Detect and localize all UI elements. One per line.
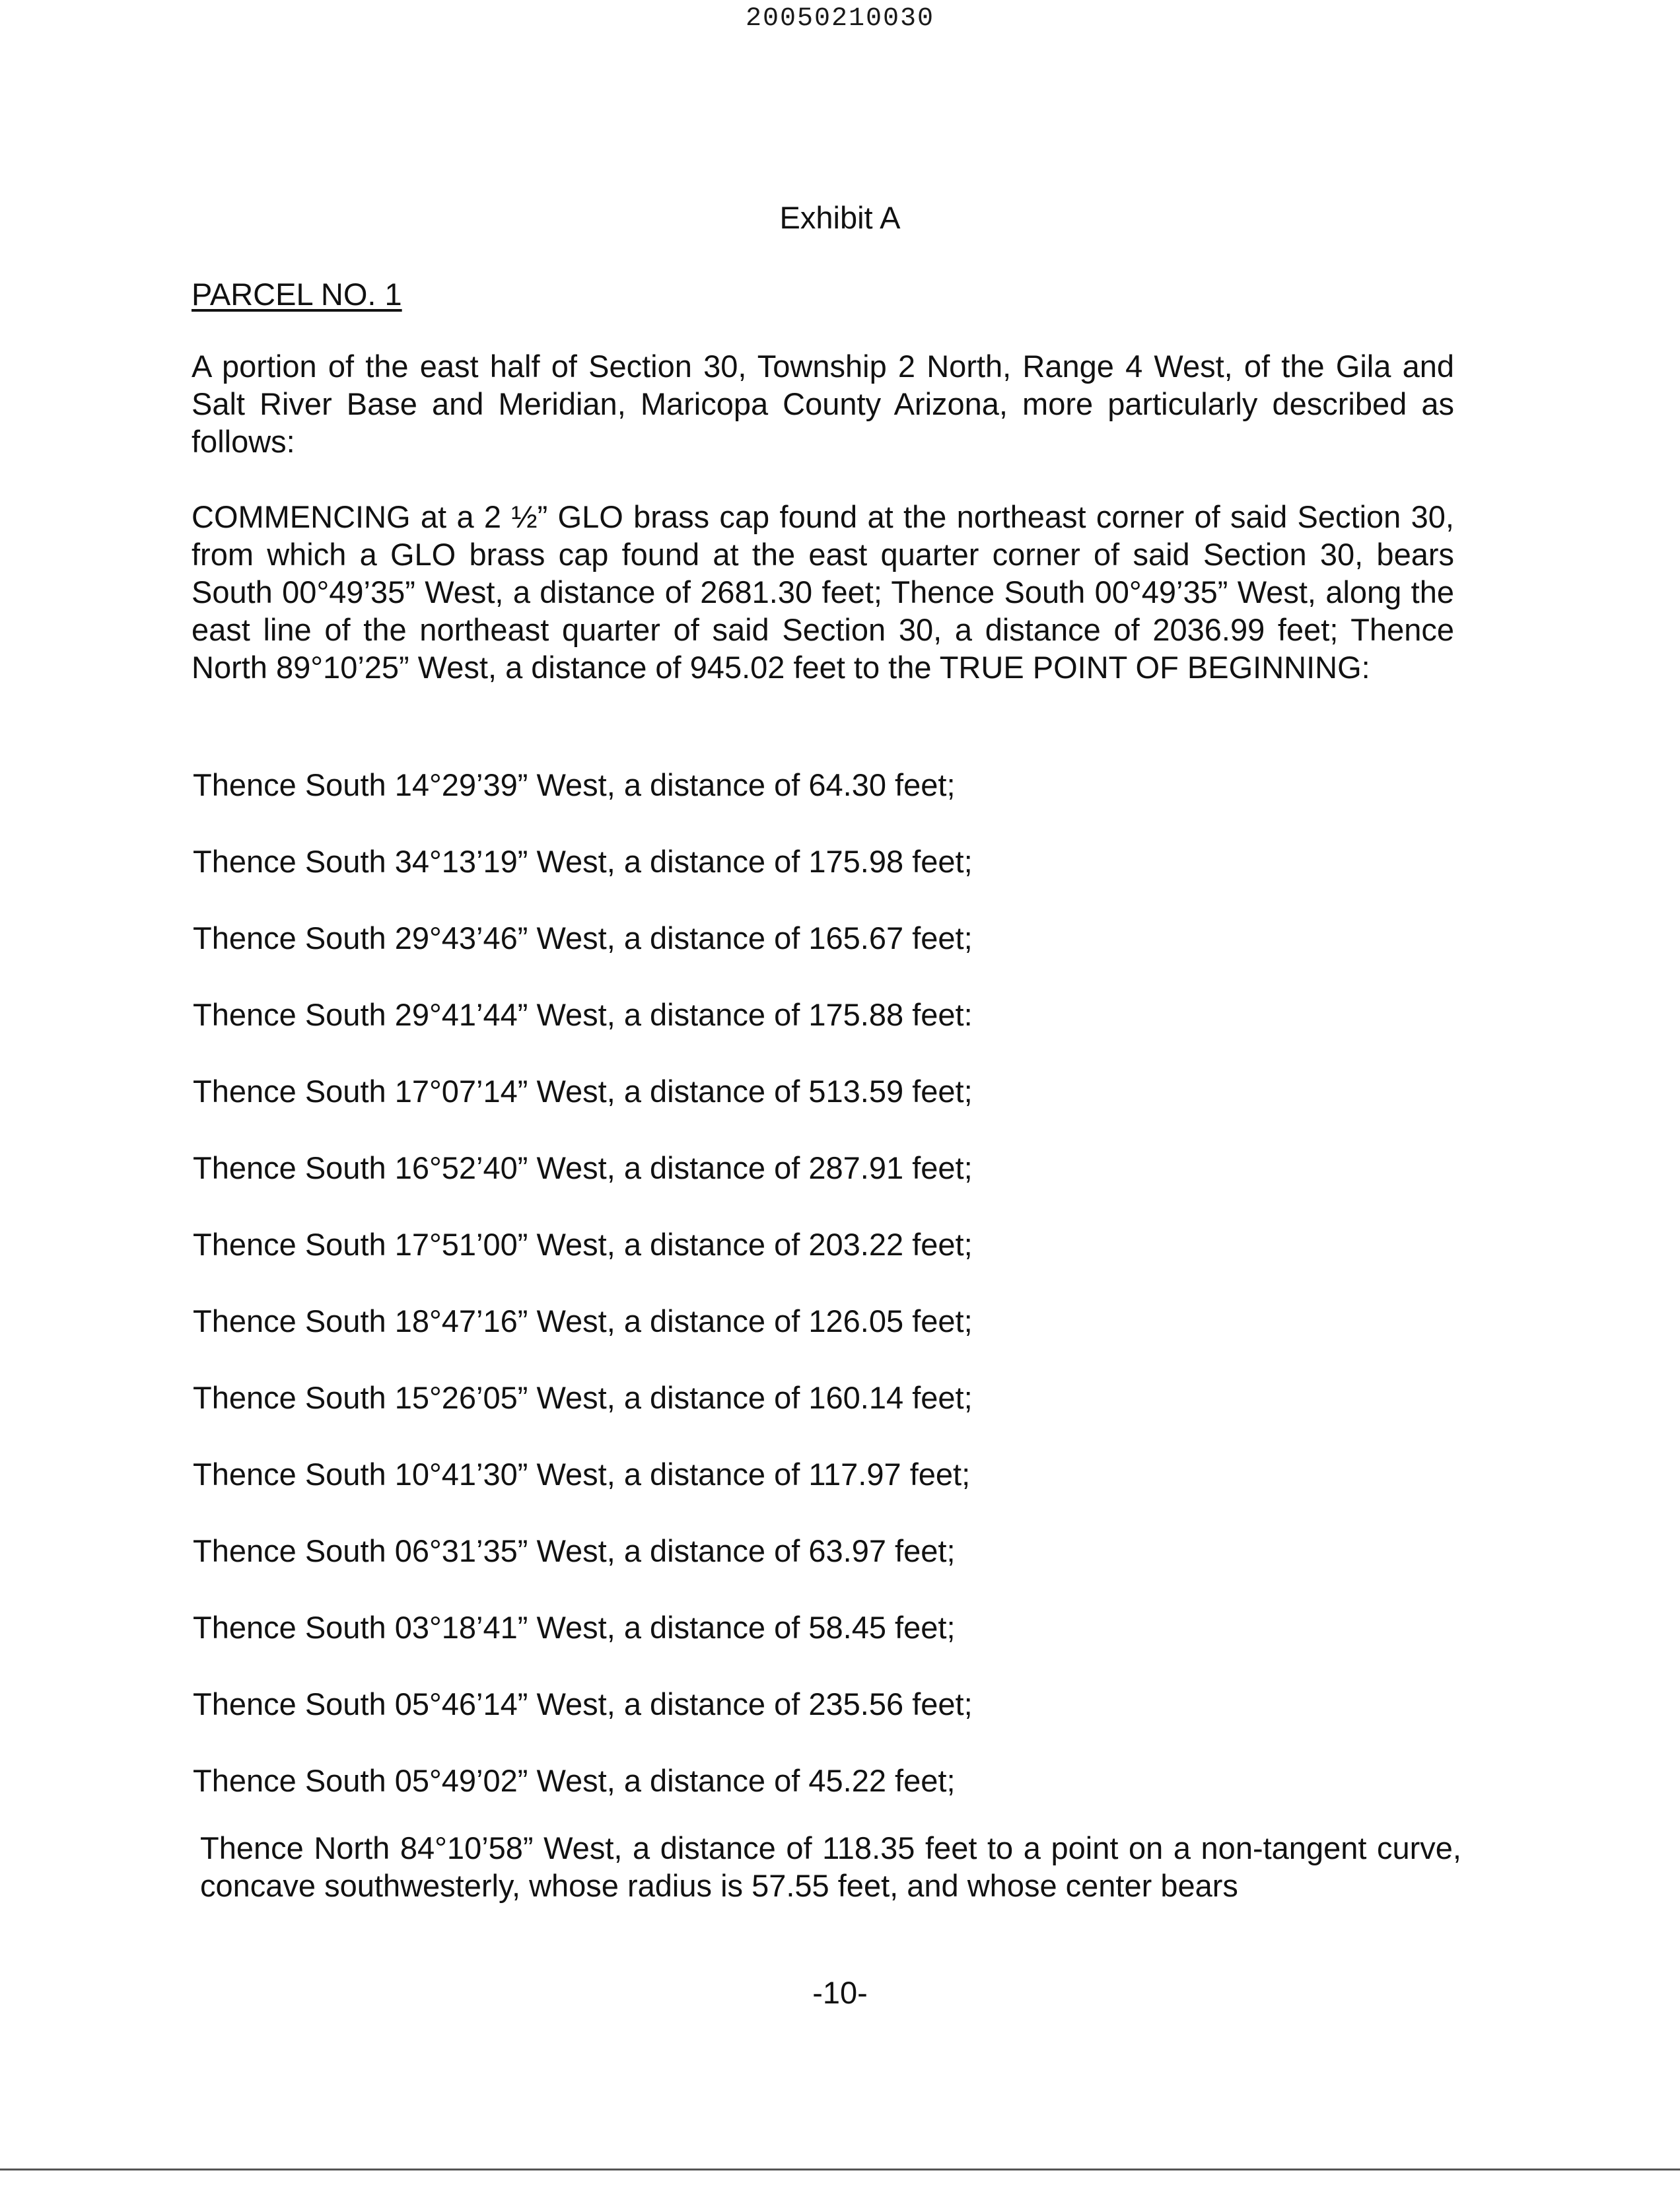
intro-paragraph: A portion of the east half of Section 30, Township 2 North, Range 4 West, of the Gila and Salt River Base and Meridian, Maricopa County Arizona, more particularly described as follows: (192, 349, 1454, 459)
course-line: Thence South 15°26’05” West, a distance of 160.14 feet; (193, 1380, 973, 1415)
document-number: 20050210030 (745, 4, 935, 34)
course-line: Thence South 10°41’30” West, a distance of 117.97 feet; (193, 1457, 971, 1492)
course-line: Thence South 05°49’02” West, a distance of 45.22 feet; (193, 1763, 956, 1798)
course-line: Thence South 03°18’41” West, a distance of 58.45 feet; (193, 1610, 956, 1645)
parcel-heading: PARCEL NO. 1 (192, 277, 402, 312)
course-line: Thence South 18°47’16” West, a distance of 126.05 feet; (193, 1303, 973, 1338)
final-paragraph: Thence North 84°10’58” West, a distance of 118.35 feet to a point on a non-tangent curve, concave southwesterly, whose radius is 57.55 feet, and whose center bears (200, 1830, 1461, 1903)
course-line: Thence South 16°52’40” West, a distance of 287.91 feet; (193, 1150, 973, 1185)
course-line: Thence South 29°41’44” West, a distance of 175.88 feet: (193, 997, 973, 1032)
course-line: Thence South 34°13’19” West, a distance of 175.98 feet; (193, 844, 973, 879)
course-line: Thence South 06°31’35” West, a distance of 63.97 feet; (193, 1533, 956, 1568)
course-line: Thence South 05°46’14” West, a distance of 235.56 feet; (193, 1686, 973, 1721)
page-number: -10- (812, 1975, 868, 2010)
course-line: Thence South 17°51’00” West, a distance of 203.22 feet; (193, 1227, 973, 1262)
exhibit-title: Exhibit A (779, 200, 901, 235)
course-line: Thence South 29°43’46” West, a distance of 165.67 feet; (193, 920, 973, 955)
course-line: Thence South 14°29’39” West, a distance of 64.30 feet; (193, 767, 956, 802)
commencing-paragraph: COMMENCING at a 2 ½” GLO brass cap found at the northeast corner of said Section 30, from which a GLO brass cap found at the east quarter corner of said Section 30, bears South 00°49’35” West, a distance of 2681.30 feet; Thence South 00°49’35” West, along the east line of the northeast quarter of said Section 30, a distance of 2036.99 feet; Thence North 89°10’25” West, a distance of 945.02 feet to the TRUE POINT OF BEGINNING: (192, 499, 1454, 685)
course-line: Thence South 17°07’14” West, a distance of 513.59 feet; (193, 1074, 973, 1109)
course-list (193, 766, 1467, 1838)
bottom-rule (0, 2169, 1680, 2170)
